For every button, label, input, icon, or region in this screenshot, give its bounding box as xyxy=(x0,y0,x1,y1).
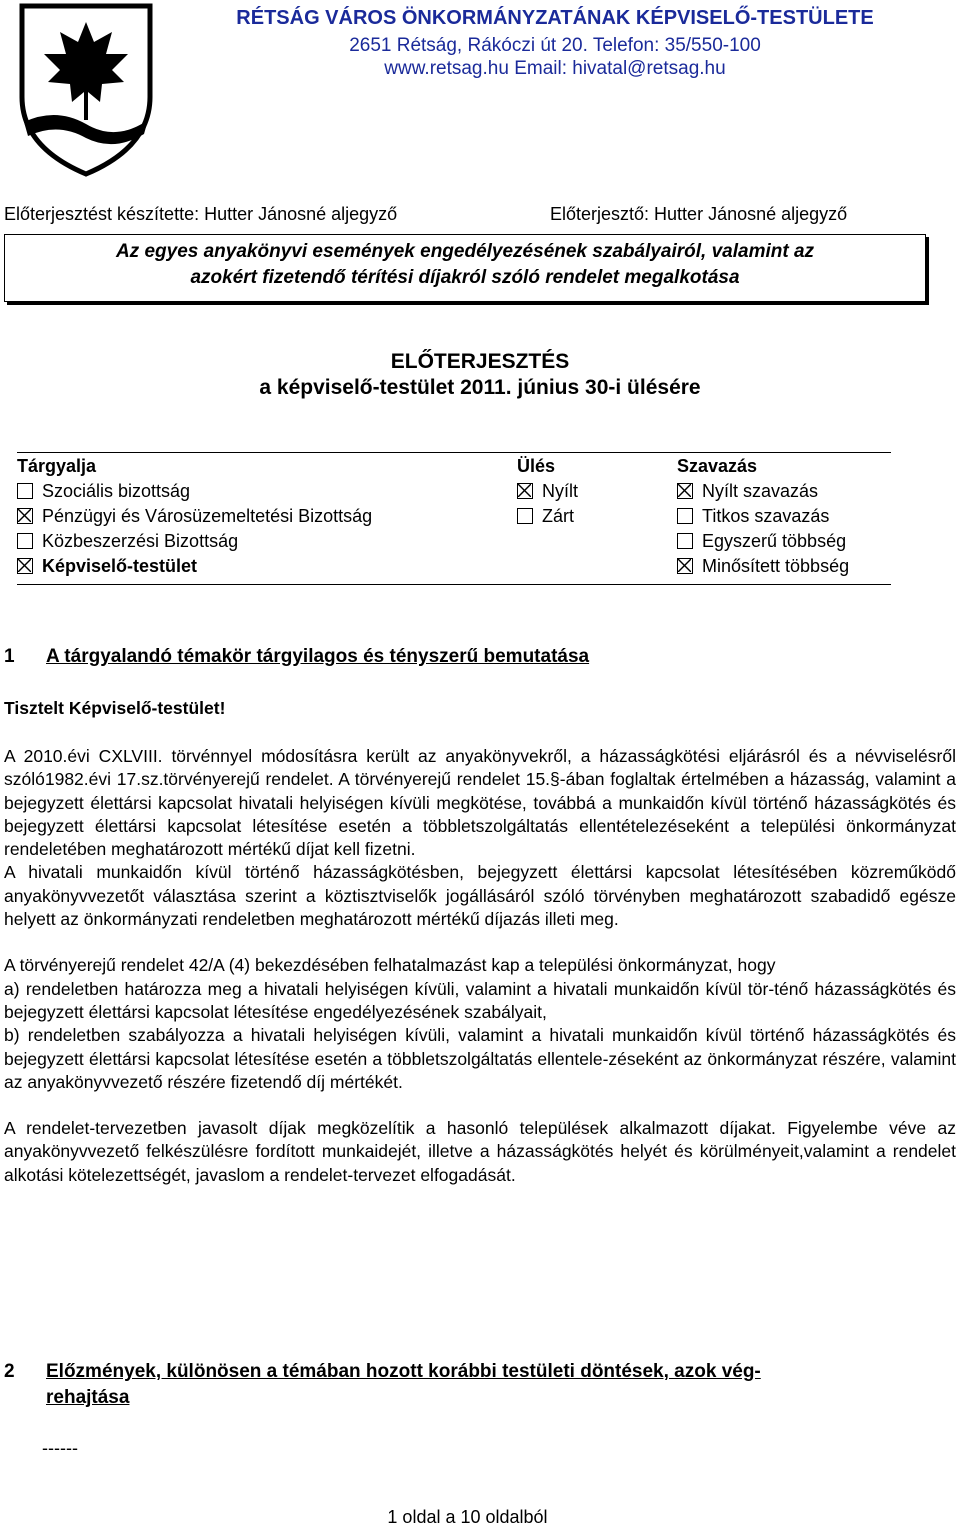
table-top-rule xyxy=(17,452,891,453)
placeholder-dashes: ------ xyxy=(42,1438,78,1458)
subject-line-2: azokért fizetendő térítési díjakról szóló rendelet megalkotása xyxy=(190,267,740,288)
coat-of-arms-logo xyxy=(16,2,156,177)
subject-line-1: Az egyes anyakönyvi események engedélyezésének szabályairól, valamint az xyxy=(115,241,815,262)
greeting: Tisztelt Képviselő-testület! xyxy=(4,698,226,718)
section-1-title: A tárgyalandó témakör tárgyilagos és tényszerű bemutatása xyxy=(46,646,590,667)
body-row xyxy=(17,531,238,551)
empty-checkbox-icon[interactable] xyxy=(677,533,693,549)
session-row xyxy=(517,481,578,501)
voting-row xyxy=(677,531,846,551)
section-2-number: 2 xyxy=(4,1361,15,1382)
checked-checkbox-icon[interactable] xyxy=(517,483,533,499)
column-header-szavazas: Szavazás xyxy=(677,456,758,476)
voting-label: Nyílt szavazás xyxy=(702,481,819,501)
column-header-ules: Ülés xyxy=(517,456,556,476)
voting-label: Titkos szavazás xyxy=(702,506,830,526)
voting-row xyxy=(677,481,818,501)
section-2-title-line-1: Előzmények, különösen a témában hozott korábbi testületi döntések, azok vég- xyxy=(46,1361,761,1382)
body-row xyxy=(17,556,197,576)
section-2-heading xyxy=(4,1361,956,1409)
paragraph-3a: a) rendeletben határozza meg a hivatali helyiségen kívüli, valamint a hivatali munkaidőn kívül tör-ténő házasságkötés és bejegyzett élettársi kapcsolat létesítése engedélyezésének szabályait, xyxy=(4,978,956,1022)
table-bottom-rule xyxy=(17,584,891,585)
body-label: Pénzügyi és Városüzemeltetési Bizottság xyxy=(42,506,373,526)
institution-title: RÉTSÁG VÁROS ÖNKORMÁNYZATÁNAK KÉPVISELŐ-TESTÜLETE xyxy=(236,7,874,29)
presenter: Előterjesztő: Hutter Jánosné aljegyző xyxy=(550,204,848,224)
section-2-title-line-2: rehajtása xyxy=(46,1387,130,1408)
voting-row xyxy=(677,506,829,526)
paragraph-2: A hivatali munkaidőn kívül történő házasságkötésben, bejegyzett élettársi kapcsolat létesítésében közreműködő anyakönyvvezetőt választása szerint a köztisztviselők jogállásáról szóló törvényben meghatározott szabadidő egésze helyett az önkormányzati rendeletben meghatározott mértékű díjazás illeti meg. xyxy=(4,862,956,930)
empty-checkbox-icon[interactable] xyxy=(17,533,33,549)
session-label: Nyílt xyxy=(542,481,578,501)
checked-checkbox-icon[interactable] xyxy=(17,558,33,574)
body-text xyxy=(4,745,956,1187)
empty-checkbox-icon[interactable] xyxy=(17,483,33,499)
voting-label: Minősített többség xyxy=(702,556,850,576)
institution-address: 2651 Rétság, Rákóczi út 20. Telefon: 35/550-100 xyxy=(349,35,761,56)
column-header-tárgyalja: Tárgyalja xyxy=(17,456,97,476)
institution-contact: www.retsag.hu Email: hivatal@retsag.hu xyxy=(384,58,726,79)
prepared-by: Előterjesztést készítette: Hutter Jánosné aljegyző xyxy=(4,204,398,224)
paragraph-4: A rendelet-tervezetben javasolt díjak megközelítik a hasonló települések alkalmazott díjakat. Figyelembe véve az anyakönyvvezető felkészülésre fordított munkaidejét, illetve a házasságkötés helyét és körülményeit,valamint a rendelet alkotási kötelezettségét, javaslom a rendelet-tervezet elfogadását. xyxy=(4,1118,956,1185)
section-1-number: 1 xyxy=(4,646,15,667)
voting-label: Egyszerű többség xyxy=(702,531,847,551)
section-1-heading xyxy=(4,646,589,668)
body-row xyxy=(17,481,190,501)
paragraph-1: A 2010.évi CXLVIII. törvénnyel módosításra került az anyakönyvekről, a házasságkötési eljárásról és a névviselésről szóló1982.évi 17.sz.törvényerejű rendelet. A törvényerejű rendelet 15.§-ában foglaltak értelmében a házasság, valamint a bejegyzett élettársi kapcsolat hivatali helyiségen kívüli megkötése, továbbá a munkaidőn kívül történő házasságkötés és bejegyzett élettársi kapcsolat létesítése esetén a többletszolgáltatás ellentételezéseként a települési önkormányzat rendeletében meghatározott mértékű díjat kell fizetni. xyxy=(4,746,956,860)
document-type: ELŐTERJESZTÉS xyxy=(390,350,570,373)
voting-row xyxy=(677,556,849,576)
empty-checkbox-icon[interactable] xyxy=(677,508,693,524)
empty-checkbox-icon[interactable] xyxy=(517,508,533,524)
paragraph-3: A törvényerejű rendelet 42/A (4) bekezdésében felhatalmazást kap a települési önkormányzat, hogy xyxy=(4,955,776,976)
body-label: Szociális bizottság xyxy=(42,481,191,501)
checked-checkbox-icon[interactable] xyxy=(677,558,693,574)
meeting-date: a képviselő-testület 2011. június 30-i ülésére xyxy=(259,376,701,399)
checked-checkbox-icon[interactable] xyxy=(677,483,693,499)
page-footer: 1 oldal a 10 oldalból xyxy=(387,1507,548,1527)
session-label: Zárt xyxy=(542,506,575,526)
paragraph-3b: b) rendeletben szabályozza a hivatali helyiségen kívüli, valamint a hivatali munkaidőn kívül történő házasságkötés és bejegyzett élettársi kapcsolat létesítése esetén a többletszolgáltatás ellentele-zéseként az önkormányzat részére, valamint az anyakönyvvezető részére fizetendő díj mértékét. xyxy=(4,1025,956,1092)
body-label: Közbeszerzési Bizottság xyxy=(42,531,239,551)
subject-box xyxy=(4,234,926,302)
session-row xyxy=(517,506,574,526)
body-row xyxy=(17,506,372,526)
body-label: Képviselő-testület xyxy=(42,556,198,576)
checked-checkbox-icon[interactable] xyxy=(17,508,33,524)
